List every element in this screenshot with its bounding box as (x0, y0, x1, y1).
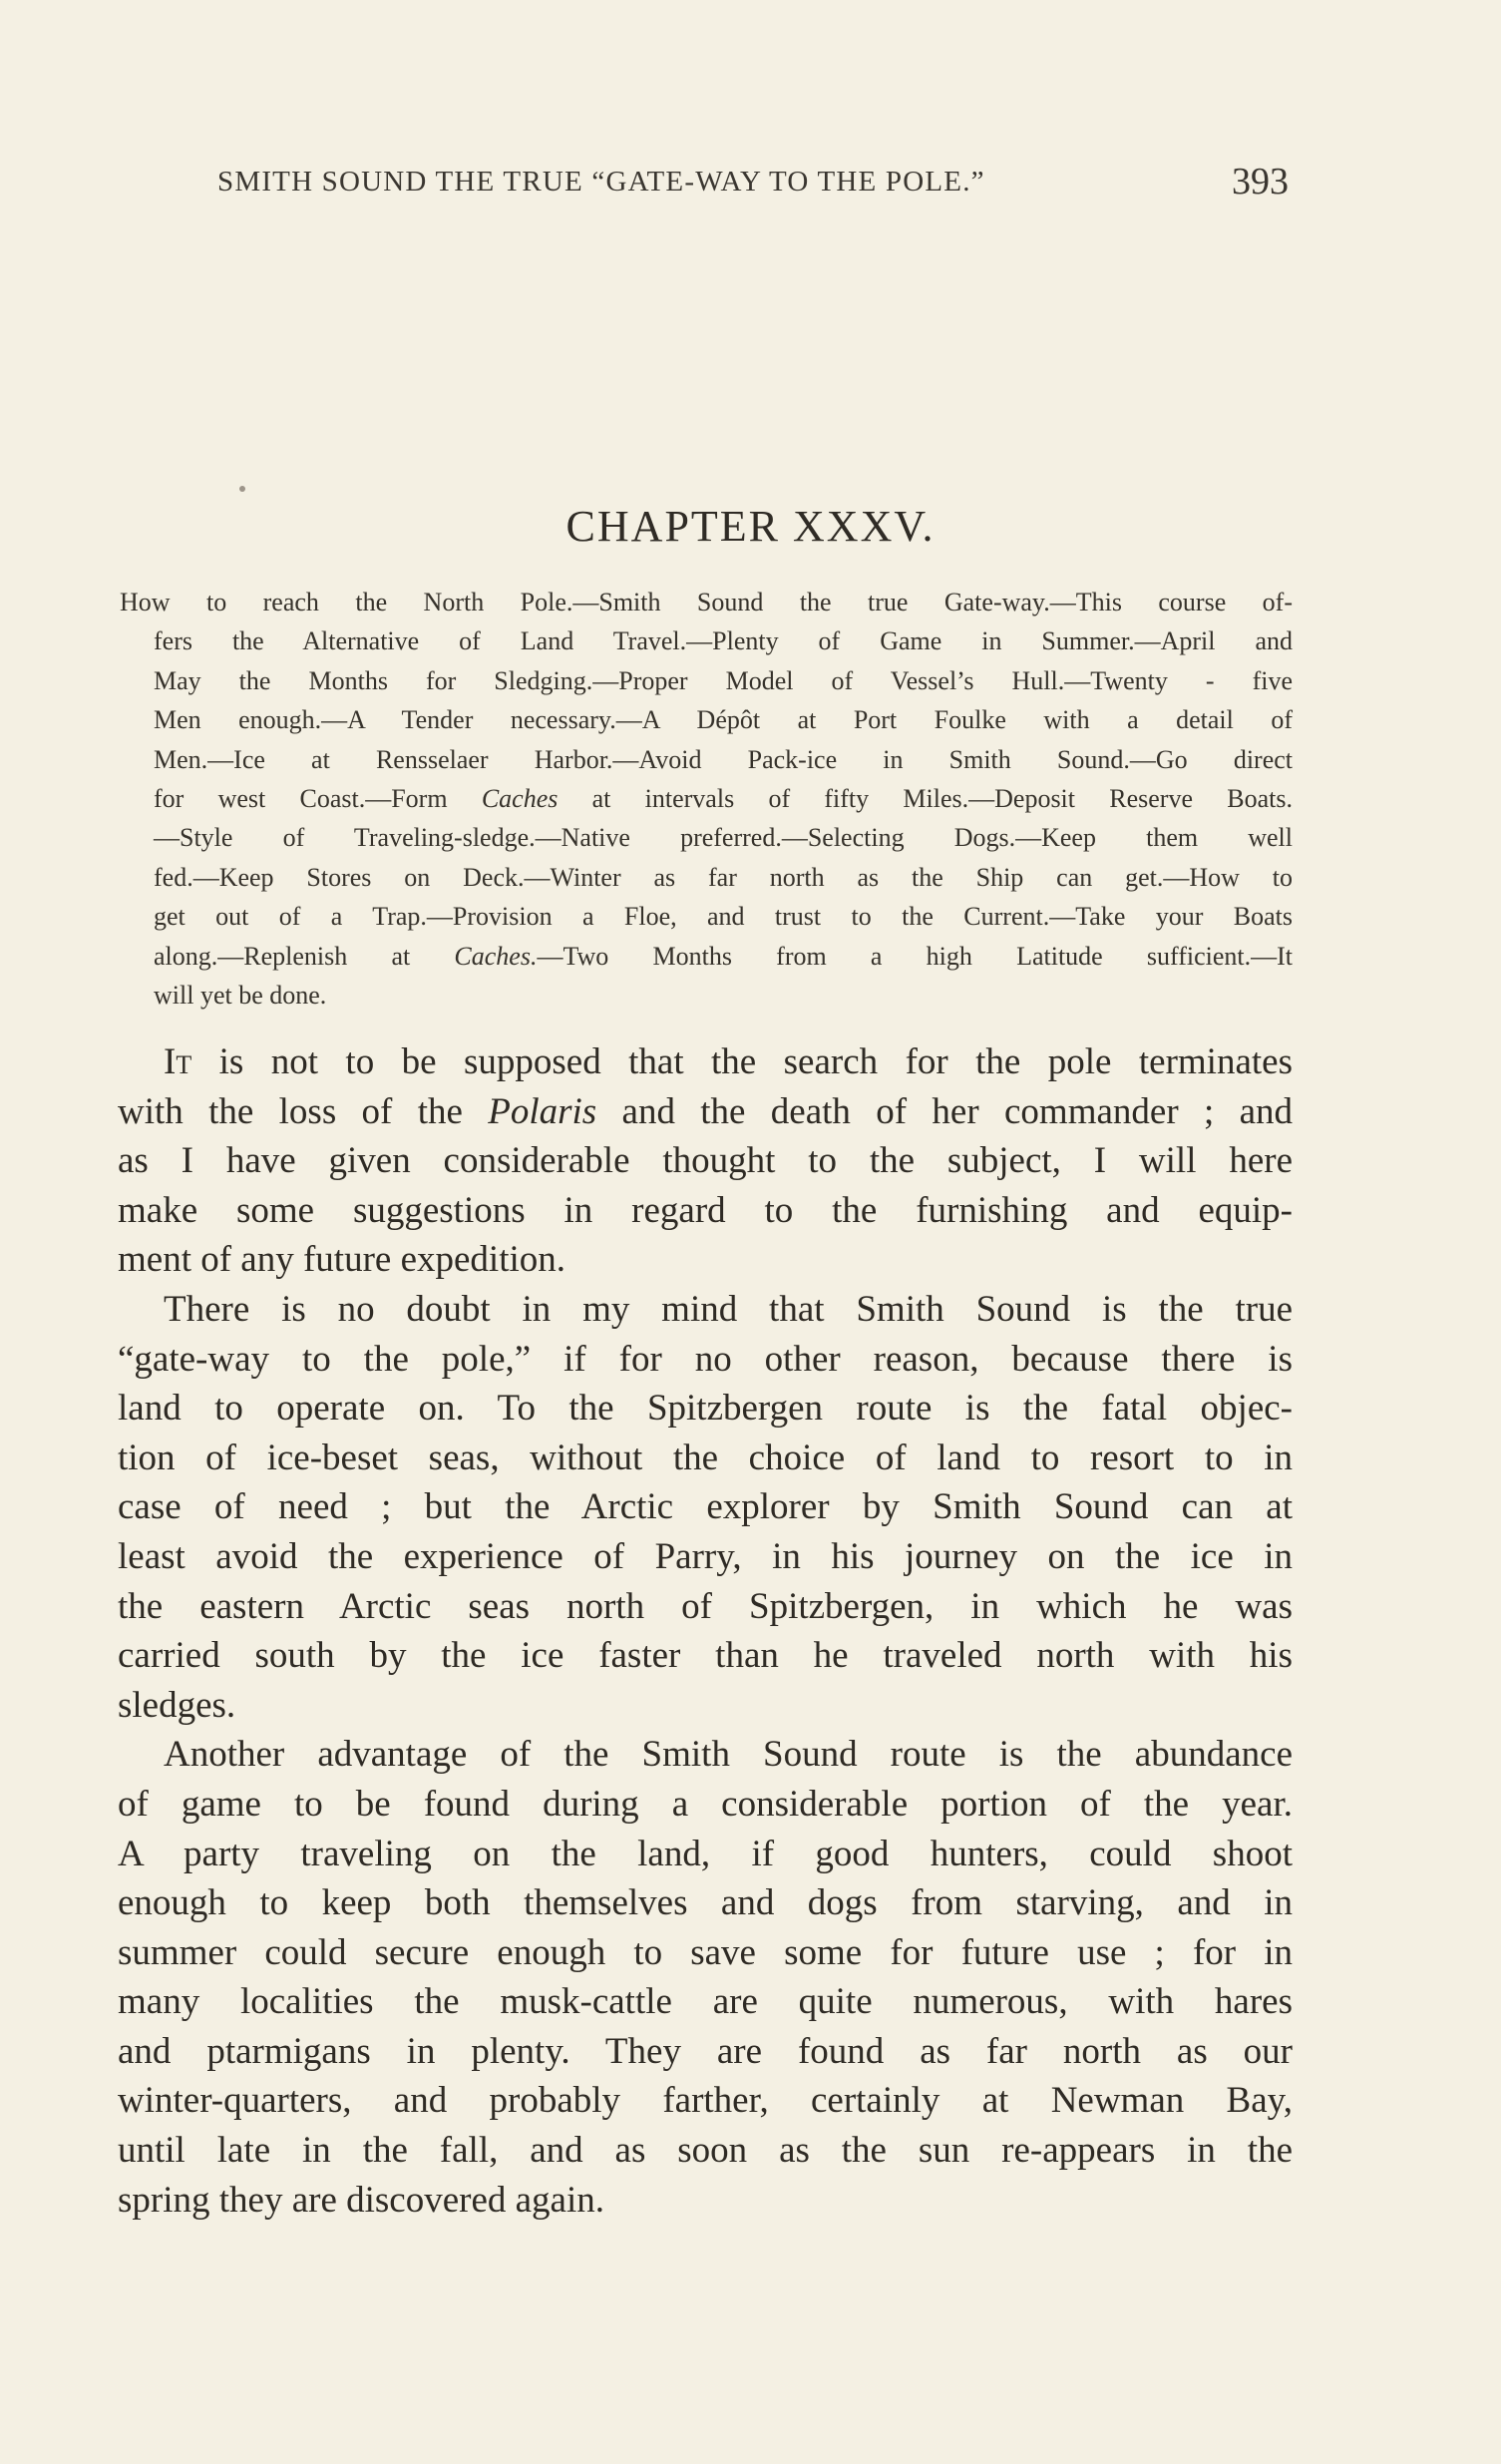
line-text: and the death of her commander ; and (596, 1090, 1293, 1132)
paragraph-line: as I have given considerable thought to the subject, I will here (118, 1140, 1293, 1182)
line-text: is not to be supposed that the search for the pole terminates (191, 1041, 1293, 1082)
summary-line: How to reach the North Pole.—Smith Sound the true Gate-way.—This course of- (120, 588, 1293, 616)
summary-line: fed.—Keep Stores on Deck.—Winter as far north as the Ship can get.—How to (154, 862, 1293, 892)
paragraph-line: enough to keep both themselves and dogs from starving, and in (118, 1882, 1293, 1924)
paragraph-line: There is no doubt in my mind that Smith Sound is the true (164, 1288, 1293, 1330)
summary-text: at intervals of fifty Miles.—Deposit Reserve Boats. (558, 783, 1293, 813)
summary-italic: Caches (481, 783, 559, 813)
summary-line: get out of a Trap.—Provision a Floe, and trust to the Current.—Take your Boats (154, 902, 1293, 932)
paragraph-line: many localities the musk-cattle are quite numerous, with hares (118, 1981, 1293, 2023)
summary-text: along.—Replenish at (154, 941, 455, 971)
paragraph-line: of game to be found during a considerable portion of the year. (118, 1783, 1293, 1825)
paragraph-line: carried south by the ice faster than he traveled north with his (118, 1635, 1293, 1677)
summary-line: Men.—Ice at Rensselaer Harbor.—Avoid Pack-ice in Smith Sound.—Go direct (154, 744, 1293, 774)
paragraph-line: and ptarmigans in plenty. They are found as far north as our (118, 2030, 1293, 2072)
summary-line: fers the Alternative of Land Travel.—Plenty of Game in Summer.—April and (154, 626, 1293, 656)
paragraph-line: spring they are discovered again. (118, 2179, 605, 2221)
paragraph-line: winter-quarters, and probably farther, certainly at Newman Bay, (118, 2080, 1293, 2122)
summary-text: for west Coast.—Form (154, 783, 482, 813)
paragraph-line: make some suggestions in regard to the furnishing and equip- (118, 1189, 1293, 1231)
page-number: 393 (1232, 161, 1289, 203)
initial-word: It (164, 1041, 192, 1082)
summary-line: Men enough.—A Tender necessary.—A Dépôt at Port Foulke with a detail of (154, 705, 1293, 735)
chapter-title: CHAPTER XXXV. (565, 502, 936, 551)
paragraph-line: “gate-way to the pole,” if for no other reason, because there is (118, 1338, 1293, 1380)
paragraph-line: summer could secure enough to save some for future use ; for in (118, 1931, 1293, 1973)
summary-line: —Style of Traveling-sledge.—Native preferred.—Selecting Dogs.—Keep them well (154, 823, 1293, 853)
body-text (118, 1037, 1293, 2225)
paragraph-line: land to operate on. To the Spitzbergen route is the fatal objec- (118, 1388, 1293, 1430)
paragraph-line: sledges. (118, 1684, 236, 1726)
paragraph-line: Another advantage of the Smith Sound route is the abundance (164, 1734, 1293, 1776)
paragraph-line: A party traveling on the land, if good hunters, could shoot (118, 1833, 1293, 1874)
chapter-summary (120, 583, 1293, 1015)
line-text: with the loss of the (118, 1090, 489, 1132)
paragraph-line: least avoid the experience of Parry, in his journey on the ice in (118, 1535, 1293, 1577)
summary-italic: Caches. (454, 941, 538, 971)
summary-line: will yet be done. (154, 980, 327, 1010)
paragraph-line: tion of ice-beset seas, without the choice of land to resort to in (118, 1437, 1293, 1478)
paragraph-line: the eastern Arctic seas north of Spitzbergen, in which he was (118, 1585, 1293, 1627)
paragraph-line (118, 1087, 1293, 1137)
printer-mark-dot (239, 486, 245, 492)
paragraph-line (118, 1037, 1293, 1087)
paragraph-line: until late in the fall, and as soon as the sun re-appears in the (118, 2130, 1293, 2172)
paragraph-line: case of need ; but the Arctic explorer by Smith Sound can at (118, 1486, 1293, 1528)
paragraph-line: ment of any future expedition. (118, 1239, 566, 1281)
ship-name-italic: Polaris (488, 1090, 597, 1132)
running-head: SMITH SOUND THE TRUE “GATE-WAY TO THE POLE.” (217, 166, 985, 198)
summary-text: —Two Months from a high Latitude sufficient.—It (537, 941, 1294, 971)
summary-line (120, 779, 1293, 818)
summary-line: May the Months for Sledging.—Proper Model of Vessel’s Hull.—Twenty - five (154, 665, 1293, 695)
summary-line (120, 937, 1293, 976)
